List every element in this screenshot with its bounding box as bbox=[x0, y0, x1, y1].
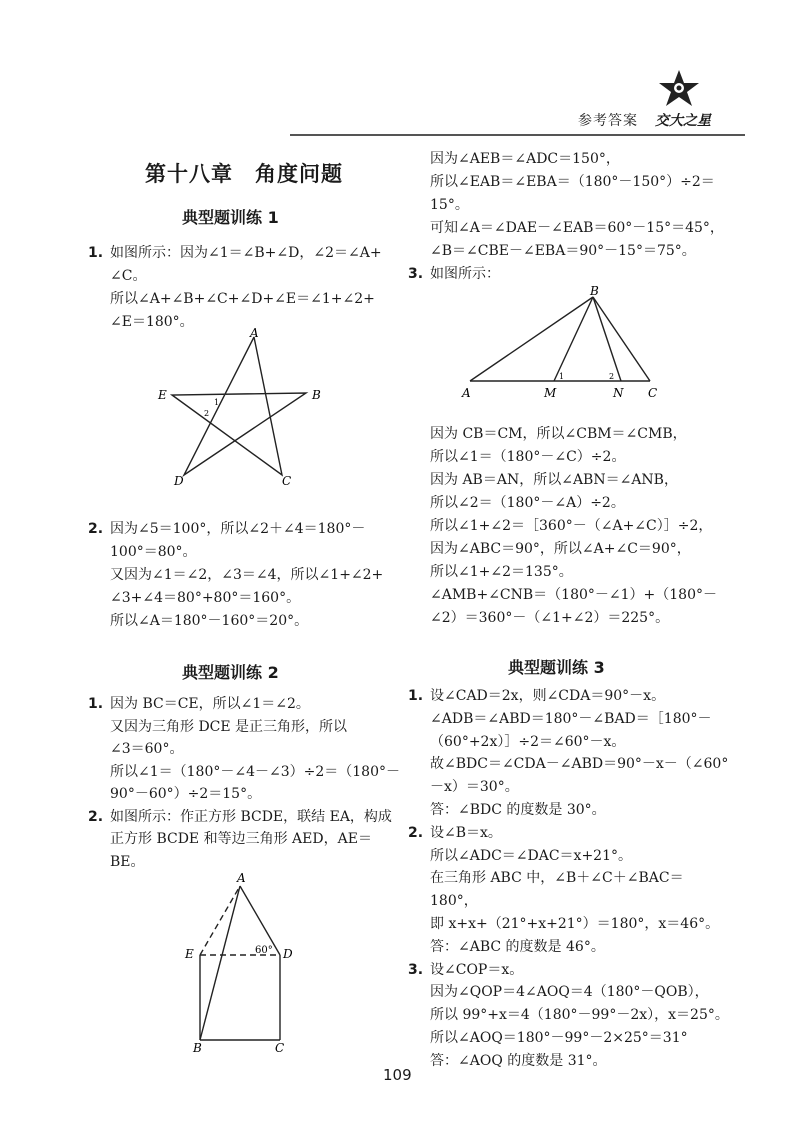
star-label-d: D bbox=[174, 474, 184, 488]
text-line bbox=[88, 587, 300, 609]
tri-label-c: C bbox=[648, 386, 658, 400]
text-line bbox=[408, 263, 500, 285]
line-text: 所以∠1+∠2＝135°。 bbox=[430, 564, 573, 580]
line-text: （60°+2x）］÷2＝∠60°－x。 bbox=[430, 733, 626, 750]
line-text: 所以∠1＝（180°－∠C）÷2。 bbox=[430, 449, 626, 465]
header-rule bbox=[290, 134, 745, 136]
header-brand: 交大之星 bbox=[655, 113, 711, 129]
square-label-d: D bbox=[283, 947, 293, 961]
star-outline bbox=[172, 337, 306, 475]
line-text: 因为∠QOP＝4∠AOQ＝4（180°－QOB）， bbox=[430, 984, 709, 1001]
text-line bbox=[408, 1004, 729, 1026]
text-line bbox=[408, 1027, 688, 1049]
text-line bbox=[408, 171, 715, 193]
line-text: ∠AMB+∠CNB＝（180°－∠1）+（180°－ bbox=[430, 587, 717, 603]
text-line bbox=[408, 845, 632, 867]
text-line bbox=[408, 492, 625, 514]
line-text: －x）＝30°。 bbox=[430, 779, 519, 796]
text-line bbox=[88, 693, 310, 715]
text-line bbox=[408, 731, 625, 753]
section-title-2: 典型题训练 2 bbox=[182, 663, 279, 682]
line-text: 90°－60°）÷2＝15°。 bbox=[110, 786, 262, 802]
line-text: ∠B＝∠CBE－∠EBA＝90°－15°＝75°。 bbox=[430, 243, 696, 259]
text-line bbox=[88, 564, 383, 586]
text-line bbox=[88, 610, 308, 632]
line-text: 如图所示：作正方形 BCDE，联结 EA，构成 bbox=[110, 808, 392, 825]
line-text: 设∠COP＝x。 bbox=[430, 961, 524, 978]
text-line bbox=[88, 541, 197, 563]
square-label-e: E bbox=[185, 947, 194, 961]
section-title-1: 典型题训练 1 bbox=[182, 208, 279, 227]
text-line bbox=[408, 708, 712, 730]
text-line bbox=[408, 423, 687, 445]
tri-label-b: B bbox=[590, 284, 599, 298]
text-line bbox=[88, 783, 261, 805]
line-text: 可知∠A＝∠DAE－∠EAB＝60°－15°＝45°， bbox=[430, 220, 724, 236]
line-text: 所以∠1+∠2＝［360°－（∠A+∠C）］÷2， bbox=[430, 518, 713, 534]
text-line bbox=[408, 584, 717, 606]
square-label-c: C bbox=[275, 1041, 285, 1055]
tri-mark-1: 1 bbox=[559, 372, 565, 381]
line-text: ∠3+∠4＝80°+80°＝160°。 bbox=[110, 590, 301, 606]
text-line bbox=[88, 761, 400, 783]
text-line bbox=[408, 959, 523, 981]
line-text: 所以∠A+∠B+∠C+∠D+∠E＝∠1+∠2+ bbox=[110, 291, 375, 307]
text-line bbox=[408, 607, 669, 629]
item-number: 1. bbox=[88, 696, 104, 712]
page-number: 109 bbox=[383, 1066, 412, 1084]
text-line bbox=[88, 828, 372, 850]
line-text: 所以∠AOQ＝180°－99°－2×25°＝31° bbox=[430, 1030, 688, 1046]
section-title-3: 典型题训练 3 bbox=[508, 658, 605, 677]
item-number: 2. bbox=[88, 808, 104, 825]
line-text: 180°， bbox=[430, 893, 478, 910]
star-mark-1: 1 bbox=[214, 398, 220, 407]
text-line bbox=[88, 242, 382, 264]
line-text: 又因为∠1＝∠2，∠3＝∠4，所以∠1+∠2+ bbox=[110, 567, 384, 583]
star-label-c: C bbox=[282, 474, 292, 488]
line-text: 如图所示： bbox=[430, 266, 500, 282]
line-text: 因为 AB＝AN，所以∠ABN＝∠ANB， bbox=[430, 472, 678, 488]
line-text: 因为∠5＝100°，所以∠2＋∠4＝180°－ bbox=[110, 521, 366, 537]
line-text: 所以∠EAB＝∠EBA＝（180°－150°）÷2＝ bbox=[430, 174, 715, 190]
line-text: 即 x+x+（21°+x+21°）＝180°，x＝46°。 bbox=[430, 916, 720, 932]
text-line bbox=[408, 515, 712, 537]
item-number: 3. bbox=[408, 961, 424, 978]
star-logo-icon bbox=[655, 68, 703, 112]
line-text: 在三角形 ABC 中，∠B＋∠C＋∠BAC＝ bbox=[430, 870, 684, 887]
line-text: 所以∠1＝（180°－∠4－∠3）÷2＝（180°－ bbox=[110, 763, 400, 780]
line-text: 又因为三角形 DCE 是正三角形，所以 bbox=[110, 718, 348, 735]
text-line bbox=[408, 538, 691, 560]
item-number: 2. bbox=[408, 824, 424, 841]
tri-label-a: A bbox=[462, 386, 471, 400]
line-text: 故∠BDC＝∠CDA－∠ABD＝90°－x－（∠60° bbox=[430, 756, 729, 773]
star-label-b: B bbox=[312, 388, 321, 402]
item-number: 1. bbox=[88, 245, 104, 261]
square-label-b: B bbox=[193, 1041, 202, 1055]
star-figure bbox=[150, 325, 330, 490]
text-line bbox=[88, 851, 145, 873]
line-text: 所以 99°+x＝4（180°－99°－2x），x＝25°。 bbox=[430, 1007, 729, 1024]
text-line bbox=[408, 148, 620, 170]
text-line bbox=[408, 469, 678, 491]
square-angle-label: 60° bbox=[255, 945, 273, 956]
header-title: 参考答案 bbox=[578, 113, 638, 129]
star-mark-2: 2 bbox=[204, 409, 210, 418]
tri-label-m: M bbox=[544, 386, 557, 400]
text-line bbox=[408, 981, 709, 1003]
line-text: ∠E＝180°。 bbox=[110, 314, 194, 330]
tri-label-n: N bbox=[613, 386, 624, 400]
text-line bbox=[408, 194, 469, 216]
line-text: ∠C。 bbox=[110, 268, 147, 284]
text-line bbox=[88, 738, 183, 760]
line-text: BE。 bbox=[110, 853, 145, 870]
text-line bbox=[408, 822, 502, 844]
text-line bbox=[408, 776, 519, 798]
item-number: 2. bbox=[88, 521, 104, 537]
line-text: 正方形 BCDE 和等边三角形 AED，AE＝ bbox=[110, 831, 372, 847]
text-line bbox=[408, 561, 573, 583]
line-text: 设∠B＝x。 bbox=[430, 824, 502, 841]
triangle-figure bbox=[458, 283, 668, 403]
line-text: 如图所示：因为∠1＝∠B+∠D，∠2＝∠A+ bbox=[110, 245, 382, 261]
text-line bbox=[408, 1050, 607, 1072]
text-line bbox=[408, 753, 728, 775]
line-text: 15°。 bbox=[430, 197, 469, 213]
line-text: 因为∠AEB＝∠ADC＝150°， bbox=[430, 151, 620, 167]
tri-mark-2: 2 bbox=[609, 372, 615, 381]
text-line bbox=[408, 936, 605, 958]
line-text: 100°＝80°。 bbox=[110, 544, 197, 560]
text-line bbox=[408, 446, 625, 468]
line-text: 因为 BC＝CE，所以∠1＝∠2。 bbox=[110, 696, 310, 712]
text-line bbox=[408, 685, 665, 707]
text-line bbox=[408, 240, 696, 262]
line-text: 所以∠2＝（180°－∠A）÷2。 bbox=[430, 495, 625, 511]
text-line bbox=[408, 913, 719, 935]
star-label-a: A bbox=[250, 326, 259, 340]
square-label-a: A bbox=[237, 871, 246, 885]
text-line bbox=[408, 799, 606, 821]
line-text: 因为∠ABC＝90°，所以∠A+∠C＝90°， bbox=[430, 541, 691, 557]
line-text: ∠2）＝360°－（∠1+∠2）＝225°。 bbox=[430, 610, 670, 626]
line-text: 答：∠AOQ 的度数是 31°。 bbox=[430, 1052, 607, 1069]
item-number: 3. bbox=[408, 266, 424, 282]
line-text: 设∠CAD＝2x，则∠CDA＝90°－x。 bbox=[430, 688, 666, 704]
text-line bbox=[408, 217, 724, 239]
line-text: ∠ADB＝∠ABD＝180°－∠BAD＝［180°－ bbox=[430, 710, 712, 727]
line-text: 所以∠A＝180°－160°＝20°。 bbox=[110, 613, 309, 629]
line-text: 答：∠BDC 的度数是 30°。 bbox=[430, 802, 606, 818]
chapter-title: 第十八章 角度问题 bbox=[145, 162, 343, 186]
star-label-e: E bbox=[158, 388, 167, 402]
text-line bbox=[88, 716, 347, 738]
line-text: 答：∠ABC 的度数是 46°。 bbox=[430, 938, 605, 955]
item-number: 1. bbox=[408, 688, 424, 704]
line-text: 因为 CB＝CM，所以∠CBM＝∠CMB， bbox=[430, 426, 687, 442]
text-line bbox=[88, 806, 392, 828]
text-line bbox=[88, 265, 146, 287]
text-line bbox=[88, 288, 375, 310]
text-line bbox=[88, 518, 365, 540]
line-text: ∠3＝60°。 bbox=[110, 741, 184, 757]
text-line bbox=[408, 890, 478, 912]
line-text: 所以∠ADC＝∠DAC＝x+21°。 bbox=[430, 847, 632, 864]
text-line bbox=[408, 867, 684, 889]
square-figure bbox=[175, 870, 305, 1055]
